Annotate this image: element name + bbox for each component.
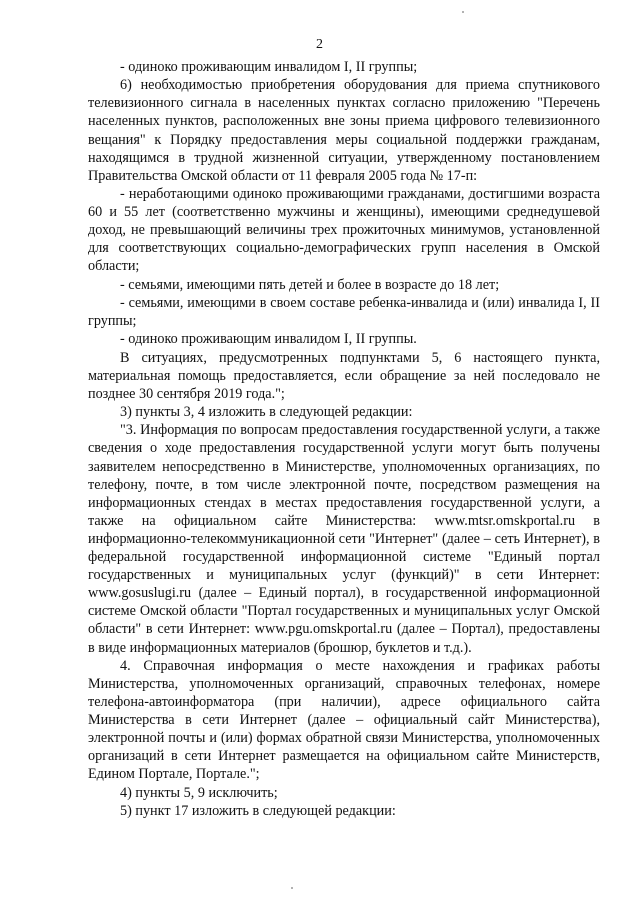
paragraph: - семьями, имеющими пять детей и более в возрасте до 18 лет; — [120, 276, 500, 293]
document-body — [88, 58, 600, 820]
scan-speck — [462, 11, 464, 13]
paragraph: 4) пункты 5, 9 исключить; — [120, 784, 278, 801]
paragraph: 6) необходимостью приобретения оборудования для приема спутникового телевизионного сигнала в населенных пунктах согласно приложению "Перечень населенных пунктов, расположенных вне зоны приема цифрового телевизионного вещания" к Порядку предоставления меры социальной поддержки гражданам, находящимся в трудной жизненной ситуации, утвержденному постановлением Правительства Омской области от 11 февраля 2005 года № 17-п: — [88, 77, 600, 184]
scan-speck — [291, 887, 293, 889]
page-number: 2 — [316, 37, 323, 52]
paragraph: 5) пункт 17 изложить в следующей редакции: — [120, 802, 396, 819]
paragraph: "3. Информация по вопросам предоставления государственной услуги, а также сведения о ходе предоставления государственной услуги могут быть получены заявителем непосредственно в Министерстве, уполномоченных организациях, по телефону, почте, в том числе электронной почте, посредством размещения на информационных стендах в местах предоставления государственной услуги, а также на официальном сайте Министерства: www.mtsr.omskportal.ru в информационно-телекоммуникационной сети "Интернет" (далее – сеть Интернет), в федеральной государственной информационной системе "Единый портал государственных и муниципальных услуг (функций)" в сети Интернет: www.gosuslugi.ru (далее – Единый портал), в государственной информационной системе Омской области "Портал государственных и муниципальных услуг Омской области" в сети Интернет: www.pgu.omskportal.ru (далее – Портал), предоставлены в виде информационных материалов (брошюр, буклетов и т.д.). — [88, 422, 600, 656]
paragraph: В ситуациях, предусмотренных подпунктами 5, 6 настоящего пункта, материальная помощь предоставляется, если обращение за ней последовало не позднее 30 сентября 2019 года."; — [88, 349, 600, 402]
paragraph: - неработающими одиноко проживающими гражданами, достигшими возраста 60 и 55 лет (соответственно мужчины и женщины), имеющими среднедушевой доход, не превышающий величины трех прожиточных минимумов, установленной для соответствующих социально-демографических групп населения в Омской области; — [88, 186, 600, 275]
paragraph: - семьями, имеющими в своем составе ребенка-инвалида и (или) инвалида I, II группы; — [88, 294, 600, 330]
paragraph: 4. Справочная информация о месте нахождения и графиках работы Министерства, уполномоченных организаций, справочных телефонах, номере телефона-автоинформатора (при наличии), адресе официального сайта Министерства в сети Интернет (далее – официальный сайт Министерства), электронной почты и (или) формах обратной связи Министерства, уполномоченных организаций в сети Интернет размещается на официальном сайте Министерств, Едином Портале, Портале."; — [88, 657, 600, 783]
paragraph: - одиноко проживающим инвалидом I, II группы; — [120, 59, 418, 75]
paragraph: 3) пункты 3, 4 изложить в следующей редакции: — [120, 404, 413, 421]
paragraph: - одиноко проживающим инвалидом I, II группы. — [120, 331, 417, 348]
